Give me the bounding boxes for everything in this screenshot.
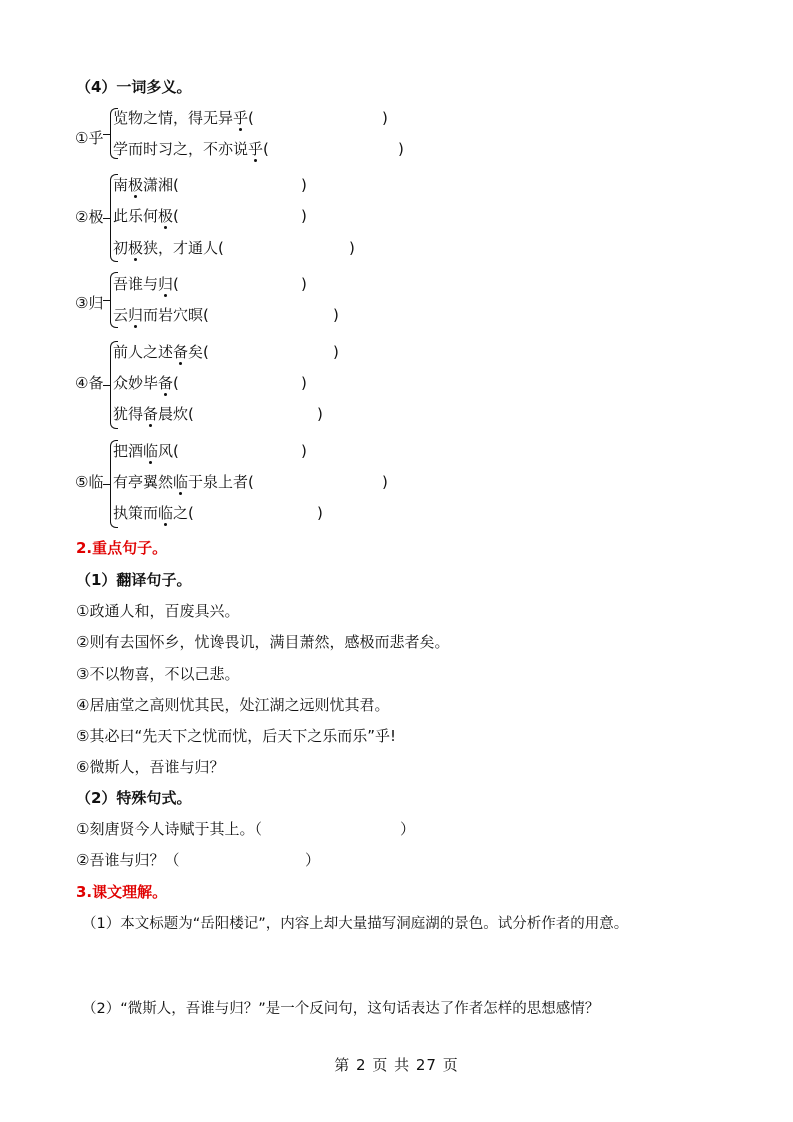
polysemy-item: 前人之述备矣(: [113, 343, 209, 361]
answer-close: ): [333, 343, 339, 361]
sentence: ④居庙堂之高则忧其民，处江湖之远则忧其君。: [76, 696, 390, 714]
special-sentence: ②吾谁与归？（: [76, 851, 180, 869]
answer-close: ）: [305, 851, 321, 869]
polysemy-item: 犹得备晨炊(: [113, 405, 194, 423]
answer-close: ): [349, 239, 355, 257]
answer-close: ): [317, 405, 323, 423]
answer-close: ): [301, 176, 307, 194]
group-label: ①乎: [75, 129, 104, 147]
group-label: ③归: [75, 294, 104, 312]
answer-close: ): [382, 109, 388, 127]
answer-close: ): [382, 473, 388, 491]
answer-close: ): [317, 504, 323, 522]
group-label: ⑤临: [75, 473, 104, 491]
page-footer: 第 2 页 共 27 页: [334, 1056, 459, 1074]
polysemy-item: 此乐何极(: [113, 207, 179, 225]
answer-close: ）: [400, 820, 416, 838]
polysemy-item: 初极狭，才通人(: [113, 239, 224, 257]
group-label: ②极: [75, 208, 104, 226]
section-heading: （4）一词多义。: [76, 78, 192, 96]
answer-close: ): [333, 306, 339, 324]
sentence: ⑤其必曰“先天下之忧而忧，后天下之乐而乐”乎!: [76, 727, 397, 745]
section-heading: 3.课文理解。: [76, 883, 168, 901]
polysemy-item: 有亭翼然临于泉上者(: [113, 473, 254, 491]
section-heading: 2.重点句子。: [76, 539, 168, 557]
polysemy-item: 云归而岩穴暝(: [113, 306, 209, 324]
answer-close: ): [301, 275, 307, 293]
sentence: ①政通人和，百废具兴。: [76, 602, 240, 620]
polysemy-item: 南极潇湘(: [113, 176, 179, 194]
answer-close: ): [301, 442, 307, 460]
subsection-heading: （1）翻译句子。: [76, 571, 192, 589]
subsection-heading: （2）特殊句式。: [76, 789, 192, 807]
polysemy-item: 把酒临风(: [113, 442, 179, 460]
sentence: ③不以物喜，不以己悲。: [76, 665, 240, 683]
polysemy-item: 学而时习之，不亦说乎(: [113, 140, 269, 158]
sentence: ②则有去国怀乡，忧谗畏讥，满目萧然，感极而悲者矣。: [76, 633, 450, 651]
polysemy-item: 众妙毕备(: [113, 374, 179, 392]
question: （2）“微斯人，吾谁与归？”是一个反问句，这句话表达了作者怎样的思想感情？: [82, 1001, 600, 1017]
question: （1）本文标题为“岳阳楼记”，内容上却大量描写洞庭湖的景色。试分析作者的用意。: [82, 916, 629, 932]
answer-close: ): [398, 140, 404, 158]
group-label: ④备: [75, 374, 104, 392]
answer-close: ): [301, 374, 307, 392]
polysemy-item: 吾谁与归(: [113, 275, 179, 293]
answer-close: ): [301, 207, 307, 225]
sentence: ⑥微斯人，吾谁与归？: [76, 758, 225, 776]
polysemy-item: 执策而临之(: [113, 504, 194, 522]
special-sentence: ①刻唐贤今人诗赋于其上。（: [76, 820, 262, 838]
polysemy-item: 览物之情，得无异乎(: [113, 109, 254, 127]
